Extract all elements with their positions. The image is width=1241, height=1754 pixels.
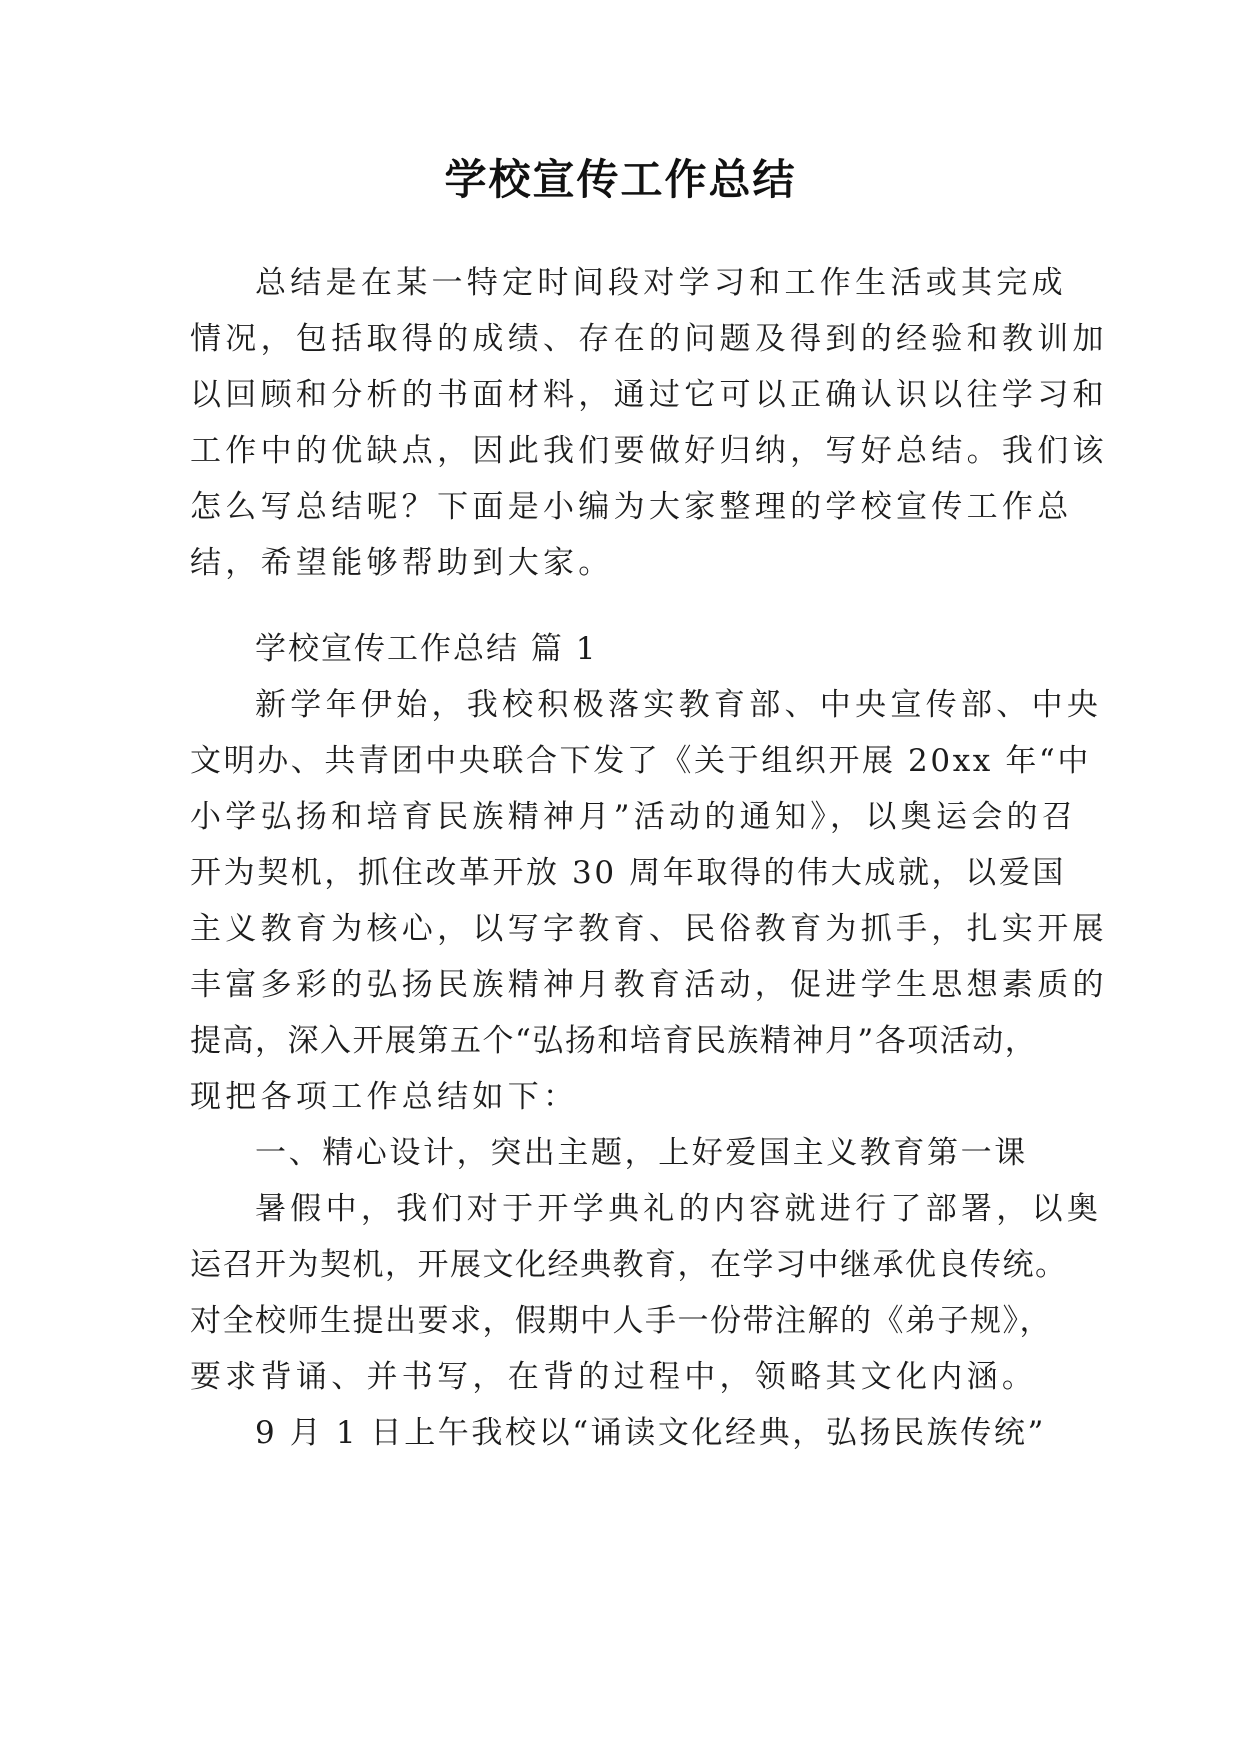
body-line: 暑假中，我们对于开学典礼的内容就进行了部署，以奥 — [255, 1191, 1103, 1227]
body-line: 要求背诵、并书写，在背的过程中，领略其文化内涵。 — [190, 1359, 1038, 1395]
document-title: 学校宣传工作总结 — [444, 155, 797, 204]
body-line: 主义教育为核心，以写字教育、民俗教育为抓手，扎实开展 — [190, 911, 1108, 947]
intro-line: 总结是在某一特定时间段对学习和工作生活或其完成 — [255, 265, 1067, 301]
intro-line: 结，希望能够帮助到大家。 — [190, 545, 614, 581]
body-line: 对全校师生提出要求，假期中人手一份带注解的《弟子规》， — [190, 1303, 1052, 1339]
body-line: 丰富多彩的弘扬民族精神月教育活动，促进学生思想素质的 — [190, 967, 1108, 1003]
body-line: 文明办、共青团中央联合下发了《关于组织开展 20xx 年“中 — [190, 743, 1091, 779]
body-line: 提高，深入开展第五个“弘扬和培育民族精神月”各项活动， — [190, 1023, 1038, 1059]
body-line: 新学年伊始，我校积极落实教育部、中央宣传部、中央 — [255, 687, 1103, 723]
intro-line: 情况，包括取得的成绩、存在的问题及得到的经验和教训加 — [190, 321, 1108, 357]
subheading: 一、精心设计，突出主题，上好爱国主义教育第一课 — [255, 1135, 1028, 1171]
section-heading: 学校宣传工作总结 篇 1 — [255, 631, 598, 667]
body-line: 开为契机，抓住改革开放 30 周年取得的伟大成就，以爱国 — [190, 855, 1066, 891]
intro-line: 怎么写总结呢？下面是小编为大家整理的学校宣传工作总 — [190, 489, 1073, 525]
intro-line: 以回顾和分析的书面材料，通过它可以正确认识以往学习和 — [190, 377, 1108, 413]
body-line: 运召开为契机，开展文化经典教育，在学习中继承优良传统。 — [190, 1247, 1068, 1283]
body-line: 现把各项工作总结如下： — [190, 1079, 579, 1115]
body-line: 9 月 1 日上午我校以“诵读文化经典，弘扬民族传统” — [255, 1415, 1046, 1451]
intro-line: 工作中的优缺点，因此我们要做好归纳，写好总结。我们该 — [190, 433, 1108, 469]
body-line: 小学弘扬和培育民族精神月”活动的通知》，以奥运会的召 — [190, 799, 1078, 835]
